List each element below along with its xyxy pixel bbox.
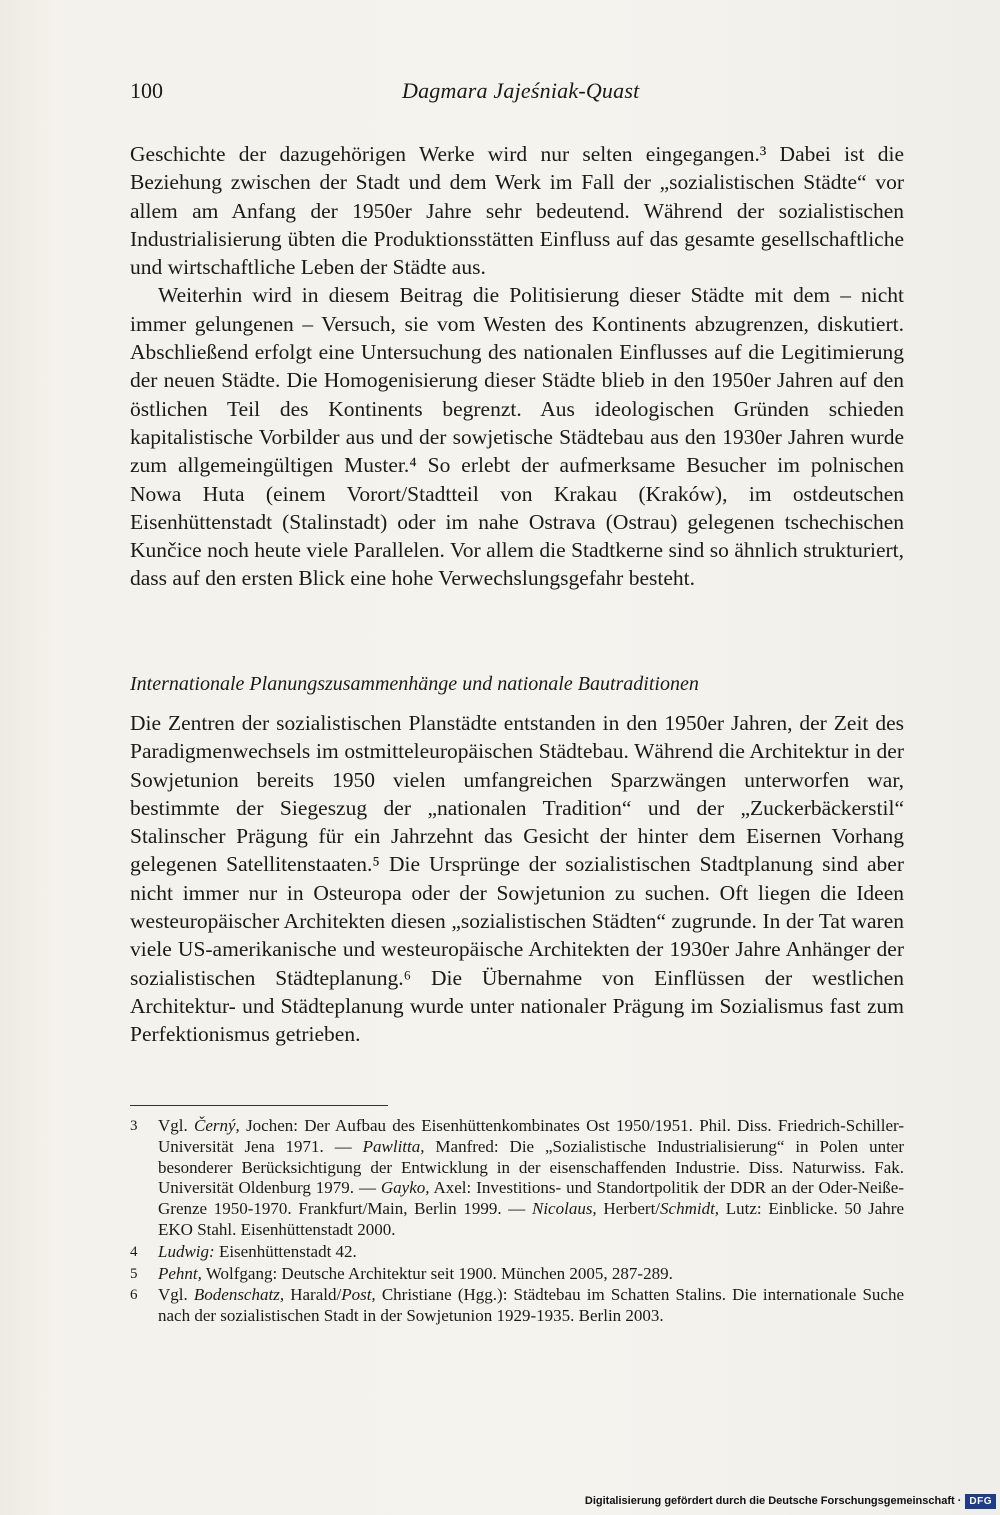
author-name: Nicolaus, (531, 1199, 597, 1219)
footnote-number: 6 (130, 1287, 138, 1304)
footnote-run: Vgl. (158, 1285, 194, 1305)
author-name: Ludwig: (158, 1241, 215, 1261)
footnote-number: 3 (130, 1118, 138, 1134)
footnote-text (158, 1116, 904, 1241)
footnote-number: 4 (130, 1243, 138, 1260)
footnote-3 (130, 1116, 904, 1241)
footnote-run: Lutz: Einblicke. 50 Jahre EKO Stahl. Eisenhüttenstadt 2000. (158, 1199, 904, 1239)
author-name: Gayko, (380, 1178, 430, 1198)
footnote-run: Harald/ (284, 1285, 342, 1305)
footnote-6 (130, 1285, 904, 1327)
footnote-run: Vgl. (158, 1116, 195, 1135)
paragraph-1: Geschichte der dazugehörigen Werke wird nur selten eingegangen.³ Dabei ist die Beziehung zwischen der Stadt und dem Werk im Fall der „sozialistischen Städte“ vor allem am Anfang der 1950er Jahre sehr bedeutend. Während der sozialistischen Industrialisierung übten die Produktionsstätten Einfluss auf das gesamte gesellschaftliche und wirtschaftliche Leben der Städte aus. (130, 142, 904, 280)
paragraph-2: Weiterhin wird in diesem Beitrag die Politisierung dieser Städte mit dem – nicht immer gelungenen – Versuch, sie vom Westen des Kontinents abzugrenzen, diskutiert. Abschließend erfolgt eine Untersuchung des nationalen Einflusses auf die Legitimierung der neuen Städte. Die Homogenisierung dieser Städte blieb in den 1950er Jahren auf den östlichen Teil des Kontinents begrenzt. Aus ideologischen Gründen schieden kapitalistische Vorbilder aus und der sowjetische Städtebau aus den 1930er Jahren wurde zum allgemeingültigen Muster.⁴ So erlebt der aufmerksame Besucher im polnischen Nowa Huta (einem Vorort/Stadtteil von Krakau (Kraków), im ostdeutschen Eisenhüttenstadt (Stalinstadt) oder im nahe Ostrava (Ostrau) gelegenen tschechischen Kunčice noch heute viele Parallelen. Vor allem die Stadtkerne sind so ähnlich strukturiert, dass auf den ersten Blick eine hohe Verwechslungsgefahr besteht. (130, 283, 904, 591)
footnote-number: 5 (130, 1265, 138, 1282)
footnote-run: Eisenhüttenstadt 42. (214, 1241, 357, 1261)
footnote-4 (130, 1242, 904, 1263)
footnote-run: Jochen: Der Aufbau des Eisenhüttenkombinates Ost 1950/1951. Phil. Diss. Friedrich-Schiller-Universität Jena 1971. — (158, 1116, 905, 1156)
credit-text: Digitalisierung gefördert durch die Deutsche Forschungsgemeinschaft · (584, 1495, 962, 1507)
body-text (130, 140, 904, 593)
author-name: Černý, (194, 1116, 240, 1135)
author-name: Schmidt, (660, 1199, 720, 1219)
footnotes (130, 1116, 904, 1328)
author-name: Bodenschatz, (193, 1285, 285, 1305)
author-name: Post, (341, 1285, 376, 1305)
page-header (130, 78, 904, 114)
footnote-run: Axel: Investitions- und Standortpolitik der DDR an der Oder-Neiße-Grenze 1950-1970. Frankfurt/Main, Berlin 1999. — (158, 1178, 905, 1219)
footnote-5 (130, 1264, 904, 1285)
footnote-run: Herbert/ (596, 1199, 661, 1219)
digitization-credit (585, 1491, 996, 1511)
section-heading: Internationale Planungszusammenhänge und nationale Bautraditionen (130, 673, 699, 695)
footnote-divider (130, 1105, 388, 1106)
section-paragraph-1: Die Zentren der sozialistischen Planstädte entstanden in den 1950er Jahren, der Zeit des Paradigmenwechsels im ostmitteleuropäischen Städtebau. Während die Architektur in der Sowjetunion bereits 1950 vielen umfangreichen Sparzwängen unterworfen war, bestimmte der Siegeszug der „nationalen Tradition“ und der „Zuckerbäckerstil“ Stalinscher Prägung für ein Jahrzehnt das Gesicht der hinter dem Eisernen Vorhang gelegenen Satellitenstaaten.⁵ Die Ursprünge der sozialistischen Stadtplanung sind aber nicht immer nur in Osteuropa oder der Sowjetunion zu suchen. Oft liegen die Ideen westeuropäischer Architekten diesen „sozialistischen Städten“ zugrunde. In der Tat waren viele US-amerikanische und westeuropäische Architekten der 1930er Jahre Anhänger der sozialistischen Städteplanung.⁶ Die Übernahme von Einflüssen der westlichen Architektur- und Städteplanung wurde unter nationaler Prägung im Sozialismus fast zum Perfektionismus getrieben. (130, 711, 904, 1047)
author-name: Pehnt, (158, 1263, 202, 1283)
running-head: Dagmara Jajeśniak-Quast (402, 78, 640, 103)
author-name: Pawlitta, (362, 1136, 425, 1156)
footnote-text (158, 1285, 904, 1327)
dfg-logo-icon: DFG (965, 1494, 996, 1509)
footnote-run: Wolfgang: Deutsche Architektur seit 1900. München 2005, 287-289. (201, 1263, 673, 1283)
section-body-text (130, 709, 904, 1049)
footnote-text (158, 1242, 904, 1263)
footnote-run: Manfred: Die „Sozialistische Industrialisierung“ in Polen unter besonderer Berücksichtigung der Entwicklung in der eisenschaffenden Industrie. Diss. Naturwiss. Fak. Universität Oldenburg 1979. — (158, 1136, 905, 1198)
footnote-text (158, 1264, 904, 1285)
page-number: 100 (130, 78, 163, 103)
footnote-run: Christiane (Hgg.): Städtebau im Schatten Stalins. Die internationale Suche nach der sozialistischen Stadt in der Sowjetunion 1929-1935. Berlin 2003. (158, 1285, 904, 1326)
